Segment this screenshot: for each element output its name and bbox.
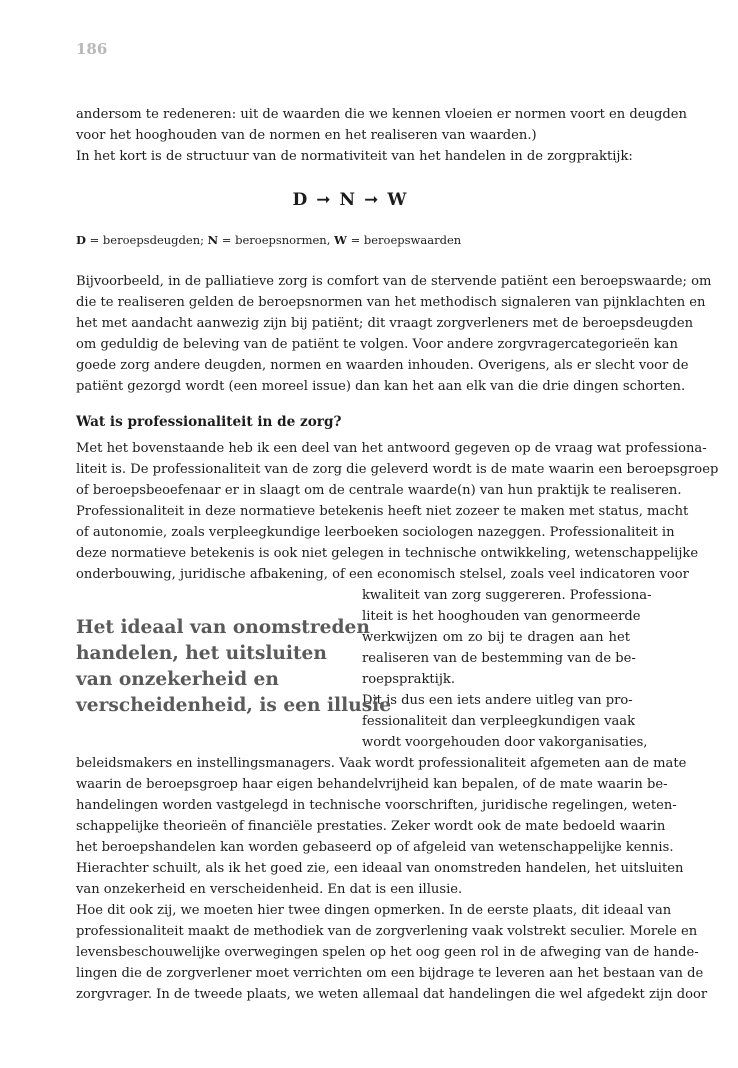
body-line: levensbeschouwelijke overwegingen spelen op het oog geen rol in de afweging van de hande- (76, 945, 699, 960)
body-line: onderbouwing, juridische afbakening, of een economisch stelsel, zoals veel indicatoren voor (76, 567, 689, 582)
page-number: 186 (76, 40, 108, 58)
formula-d: D (292, 190, 309, 210)
body-line: liteit is het hooghouden van genormeerde (362, 609, 641, 624)
body-line: professionaliteit maakt de methodiek van de zorgverlening vaak volstrekt seculier. Morele en (76, 924, 698, 939)
pull-quote-line: handelen, het uitsluiten (76, 643, 327, 664)
body-line: handelingen worden vastgelegd in technische voorschriften, juridische regelingen, weten- (76, 798, 677, 813)
pull-quote-line: van onzekerheid en (76, 669, 279, 690)
body-line: Professionaliteit in deze normatieve betekenis heeft niet zozeer te maken met status, macht (76, 504, 689, 519)
body-line: Hoe dit ook zij, we moeten hier twee dingen opmerken. In de eerste plaats, dit ideaal van (76, 903, 672, 918)
formula-dnw (0, 190, 700, 210)
body-line: deze normatieve betekenis is ook niet gelegen in technische ontwikkeling, wetenschappelijke (76, 546, 699, 561)
body-line: wordt voorgehouden door vakorganisaties, (362, 735, 648, 750)
body-line: goede zorg andere deugden, normen en waarden inhouden. Overigens, als er slecht voor de (76, 358, 689, 373)
body-line: of autonomie, zoals verpleegkundige leerboeken sociologen nazeggen. Professionaliteit in (76, 525, 675, 540)
body-line: het met aandacht aanwezig zijn bij patiënt; dit vraagt zorgverleners met de beroepsdeugden (76, 316, 694, 331)
arrow-right-icon: ➞ (364, 190, 380, 210)
body-line: kwaliteit van zorg suggereren. Professiona- (362, 588, 652, 603)
body-line: roepspraktijk. (362, 672, 455, 687)
pull-quote-line: verscheidenheid, is een illusie (76, 695, 392, 716)
formula-w: W (387, 190, 408, 210)
body-line: patiënt gezorgd wordt (een moreel issue) dan kan het aan elk van die drie dingen schorten. (76, 379, 686, 394)
body-line: lingen die de zorgverlener moet verrichten om een bijdrage te leveren aan het bestaan van de (76, 966, 704, 981)
body-line: schappelijke theorieën of financiële prestaties. Zeker wordt ook de mate bedoeld waarin (76, 819, 666, 834)
body-line: beleidsmakers en instellingsmanagers. Vaak wordt professionaliteit afgemeten aan de mate (76, 756, 687, 771)
formula-legend (76, 233, 461, 247)
body-line: zorgvrager. In de tweede plaats, we weten allemaal dat handelingen die wel afgedekt zijn door (76, 987, 708, 1002)
legend-w-text: = beroepswaarden (346, 233, 462, 247)
section-heading: Wat is professionaliteit in de zorg? (76, 414, 342, 430)
body-line: andersom te redeneren: uit de waarden die we kennen vloeien er normen voort en deugden (76, 107, 687, 122)
body-line: het beroepshandelen kan worden gebaseerd op of afgeleid van wetenschappelijke kennis. (76, 840, 674, 855)
legend-d-text: = beroepsdeugden; (85, 233, 208, 247)
arrow-right-icon: ➞ (316, 190, 332, 210)
body-line: realiseren van de bestemming van de be- (362, 651, 636, 666)
body-line: liteit is. De professionaliteit van de zorg die geleverd wordt is de mate waarin een beroepsgroep (76, 462, 719, 477)
body-line: Dit is dus een iets andere uitleg van pro- (362, 693, 633, 708)
body-line: om geduldig de beleving van de patiënt te volgen. Voor andere zorgvragercategorieën kan (76, 337, 678, 352)
body-line: Hierachter schuilt, als ik het goed zie, een ideaal van onomstreden handelen, het uitsluiten (76, 861, 684, 876)
legend-n-text: = beroepsnormen, (218, 233, 335, 247)
body-line: fessionaliteit dan verpleegkundigen vaak (362, 714, 636, 729)
pull-quote-line: Het ideaal van onomstreden (76, 617, 370, 638)
legend-n-key: N (207, 233, 219, 247)
body-line: van onzekerheid en verscheidenheid. En dat is een illusie. (76, 882, 463, 897)
body-line: voor het hooghouden van de normen en het realiseren van waarden.) (76, 128, 537, 143)
formula-n: N (339, 190, 357, 210)
body-line: werkwijzen om zo bij te dragen aan het (362, 630, 630, 645)
body-line: of beroepsbeoefenaar er in slaagt om de centrale waarde(n) van hun praktijk te realiseren. (76, 483, 682, 498)
body-line: waarin de beroepsgroep haar eigen behandelvrijheid kan bepalen, of de mate waarin be- (76, 777, 668, 792)
legend-d-key: D (76, 233, 86, 247)
body-line: Met het bovenstaande heb ik een deel van het antwoord gegeven op de vraag wat professiona- (76, 441, 707, 456)
body-line: Bijvoorbeeld, in de palliatieve zorg is comfort van de stervende patiënt een beroepswaarde; om (76, 274, 712, 289)
body-line: In het kort is de structuur van de normativiteit van het handelen in de zorgpraktijk: (76, 149, 633, 164)
legend-w-key: W (334, 233, 347, 247)
pull-quote (76, 615, 392, 719)
body-line: die te realiseren gelden de beroepsnormen van het methodisch signaleren van pijnklachten en (76, 295, 706, 310)
